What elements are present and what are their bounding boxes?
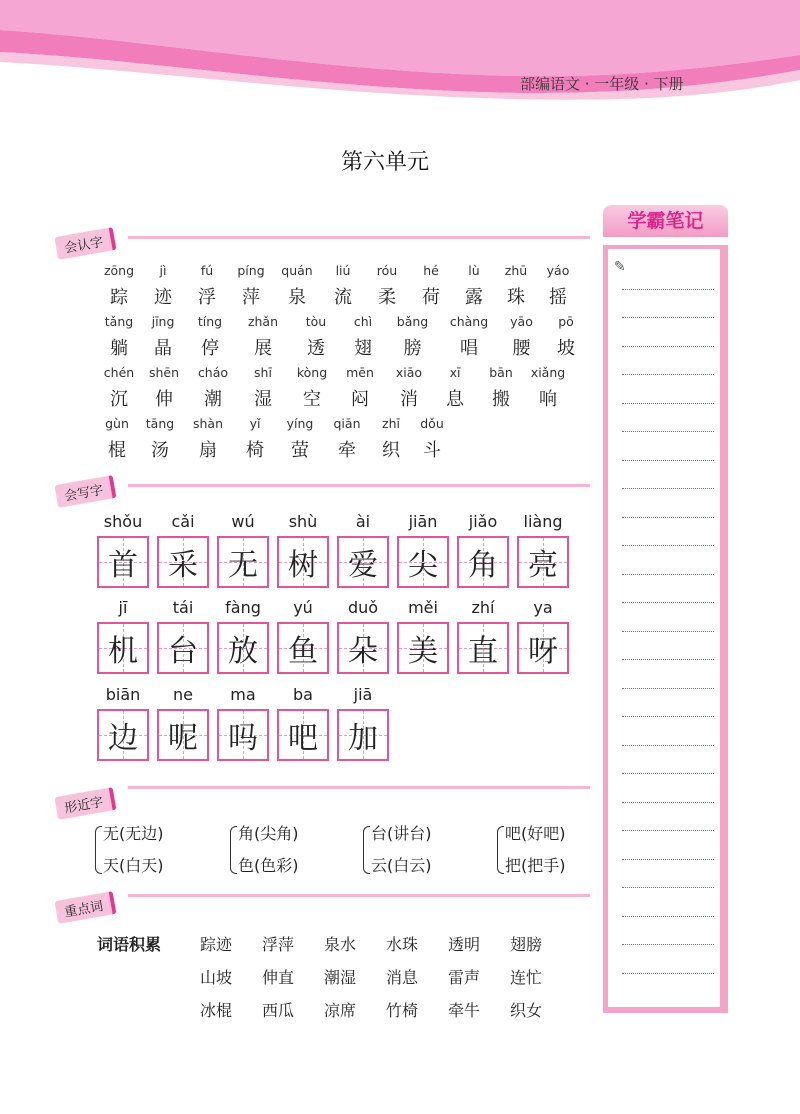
note-line — [622, 518, 714, 547]
character: 无 — [228, 548, 258, 583]
similar-word: 角(尖角) — [238, 824, 299, 843]
pinyin: xiǎng — [530, 365, 566, 380]
character: 爱 — [348, 548, 378, 583]
recognize-row — [97, 263, 579, 309]
tianzige-box — [217, 709, 269, 761]
pinyin: jiā — [353, 685, 373, 704]
note-line — [622, 375, 714, 404]
character: 躺 — [110, 338, 128, 359]
write-item — [157, 598, 209, 674]
pinyin: zhī — [382, 416, 400, 431]
character: 角 — [468, 548, 498, 583]
character: 椅 — [246, 440, 264, 461]
recognize-item — [365, 263, 409, 309]
pinyin: chàng — [449, 314, 489, 329]
similar-word: 色(色彩) — [238, 856, 299, 875]
word-row — [200, 961, 600, 994]
word: 水珠 — [386, 935, 419, 954]
word: 浮萍 — [262, 935, 295, 954]
pinyin: dǒu — [420, 416, 444, 431]
character: 牵 — [338, 440, 356, 461]
page-title: 第六单元 — [340, 150, 429, 175]
character: 采 — [168, 548, 198, 583]
pinyin: ma — [230, 685, 256, 704]
note-line — [622, 917, 714, 946]
write-item — [97, 685, 149, 761]
recognize-item — [141, 263, 185, 309]
tianzige-box — [397, 536, 449, 588]
character: 台 — [168, 634, 198, 669]
recognize-item — [337, 365, 383, 411]
recognize-item — [453, 263, 495, 309]
recognize-item — [141, 365, 187, 411]
character: 流 — [334, 287, 352, 308]
pinyin: zhū — [504, 263, 528, 278]
recognize-item — [291, 314, 341, 360]
pinyin: jì — [159, 263, 167, 278]
pinyin: róu — [376, 263, 398, 278]
character: 扇 — [199, 440, 217, 461]
recognize-item — [287, 365, 337, 411]
tianzige-box — [157, 536, 209, 588]
recognize-item — [475, 365, 527, 411]
write-item — [457, 598, 509, 674]
divider — [128, 484, 590, 487]
recognize-row — [97, 314, 587, 360]
write-item — [157, 512, 209, 588]
recognize-item — [235, 314, 291, 360]
character: 踪 — [110, 287, 128, 308]
pinyin: tíng — [197, 314, 223, 329]
recognize-item — [97, 314, 141, 360]
recognize-item — [435, 365, 475, 411]
similar-word: 台(讲台) — [371, 824, 432, 843]
character: 湿 — [254, 389, 272, 410]
pinyin: jī — [118, 598, 128, 617]
pinyin: ài — [355, 512, 371, 531]
similar-word: 天(白天) — [103, 856, 164, 875]
pinyin: gùn — [105, 416, 129, 431]
notes-sidebar — [603, 205, 728, 1013]
tianzige-box — [277, 536, 329, 588]
note-line — [622, 746, 714, 775]
pinyin: ne — [173, 685, 193, 704]
pinyin: xiāo — [395, 365, 423, 380]
book-label: 部编语文 · 一年级 · 下册 — [520, 75, 684, 93]
write-item — [97, 512, 149, 588]
section-tag-recognize: 会认字 — [54, 227, 116, 260]
recognize-item — [185, 263, 229, 309]
recognize-item — [545, 314, 587, 360]
character: 透 — [307, 338, 325, 359]
similar-group — [497, 818, 566, 882]
tianzige-box — [157, 622, 209, 674]
pinyin: měi — [408, 598, 438, 617]
write-item — [337, 598, 389, 674]
pinyin: zhǎn — [247, 314, 279, 329]
character: 坡 — [557, 338, 575, 359]
recognize-item — [97, 416, 137, 462]
tianzige-box — [277, 622, 329, 674]
pinyin: tāng — [145, 416, 175, 431]
note-line — [622, 489, 714, 518]
recognize-item — [187, 365, 239, 411]
recognize-item — [440, 314, 498, 360]
recognize-item — [411, 416, 453, 462]
character: 美 — [408, 634, 438, 669]
character: 直 — [468, 634, 498, 669]
character: 尖 — [408, 548, 438, 583]
tianzige-box — [217, 622, 269, 674]
tianzige-box — [337, 622, 389, 674]
pinyin: tòu — [305, 314, 327, 329]
recognize-item — [97, 263, 141, 309]
write-item — [217, 685, 269, 761]
character: 荷 — [422, 287, 440, 308]
pinyin: chén — [103, 365, 135, 380]
tianzige-box — [157, 709, 209, 761]
word: 凉席 — [324, 1001, 357, 1020]
word: 西瓜 — [262, 1001, 295, 1020]
write-item — [517, 512, 569, 588]
word: 雷声 — [448, 968, 481, 987]
character: 朵 — [348, 634, 378, 669]
character: 树 — [288, 548, 318, 583]
pinyin: ba — [293, 685, 313, 704]
pinyin: fú — [200, 263, 214, 278]
recognize-item — [277, 416, 323, 462]
note-line — [622, 432, 714, 461]
character: 萤 — [291, 440, 309, 461]
pinyin: biān — [105, 685, 141, 704]
write-item — [217, 512, 269, 588]
character: 边 — [108, 721, 138, 756]
pinyin: xī — [449, 365, 461, 380]
notes-title: 学霸笔记 — [603, 205, 728, 237]
character: 展 — [254, 338, 272, 359]
character: 腰 — [512, 338, 531, 359]
character: 伸 — [155, 389, 173, 410]
recognize-item — [341, 314, 385, 360]
recognize-item — [383, 365, 435, 411]
pinyin: yáo — [546, 263, 570, 278]
note-line — [622, 860, 714, 889]
pinyin: wú — [231, 512, 255, 531]
word: 翅膀 — [510, 935, 543, 954]
recognize-item — [97, 365, 141, 411]
tianzige-box — [457, 536, 509, 588]
pinyin: shēn — [148, 365, 180, 380]
pinyin: cǎi — [171, 512, 195, 531]
tianzige-box — [397, 622, 449, 674]
recognize-item — [409, 263, 453, 309]
character: 泉 — [288, 287, 306, 308]
word: 透明 — [448, 935, 481, 954]
pinyin: fàng — [225, 598, 261, 617]
pinyin: jiān — [408, 512, 438, 531]
recognize-item — [371, 416, 411, 462]
write-item — [397, 598, 449, 674]
character: 息 — [446, 389, 464, 410]
note-line — [622, 888, 714, 917]
recognize-item — [323, 416, 371, 462]
pinyin: jīng — [151, 314, 175, 329]
word: 冰棍 — [200, 1001, 233, 1020]
word-row — [200, 928, 600, 961]
word: 竹椅 — [386, 1001, 419, 1020]
recognize-item — [273, 263, 321, 309]
character: 呀 — [528, 634, 558, 669]
character: 摇 — [549, 287, 567, 308]
similar-group — [363, 818, 432, 882]
recognize-item — [498, 314, 545, 360]
pinyin: shàn — [192, 416, 224, 431]
character: 珠 — [507, 287, 525, 308]
pinyin: shǒu — [103, 512, 143, 531]
character: 织 — [382, 440, 400, 461]
note-line — [622, 945, 714, 974]
word: 伸直 — [262, 968, 295, 987]
word: 连忙 — [510, 968, 543, 987]
recognize-item — [527, 365, 569, 411]
character: 吧 — [288, 721, 318, 756]
pinyin: jiǎo — [468, 512, 498, 531]
character: 迹 — [154, 287, 172, 308]
recognize-row — [97, 416, 453, 462]
section-tag-keywords: 重点词 — [54, 891, 116, 924]
character: 加 — [348, 721, 378, 756]
character: 萍 — [242, 287, 260, 308]
word: 踪迹 — [200, 935, 233, 954]
character: 浮 — [198, 287, 216, 308]
tianzige-box — [217, 536, 269, 588]
pinyin: píng — [237, 263, 265, 278]
character: 棍 — [108, 440, 126, 461]
character: 首 — [108, 548, 138, 583]
character: 放 — [228, 634, 258, 669]
character: 柔 — [378, 287, 396, 308]
tianzige-box — [517, 622, 569, 674]
write-row — [97, 685, 389, 761]
tianzige-box — [337, 709, 389, 761]
recognize-item — [321, 263, 365, 309]
character: 斗 — [423, 440, 441, 461]
recognize-item — [537, 263, 579, 309]
pinyin: yāo — [510, 314, 533, 329]
note-line — [622, 347, 714, 376]
word: 织女 — [510, 1001, 543, 1020]
write-item — [337, 512, 389, 588]
pinyin: pō — [558, 314, 574, 329]
similar-word: 云(白云) — [371, 856, 432, 875]
tianzige-box — [97, 622, 149, 674]
note-line — [622, 660, 714, 689]
pencil-icon: ✎ — [614, 259, 626, 275]
note-line — [622, 603, 714, 632]
character: 停 — [201, 338, 219, 359]
pinyin: kòng — [296, 365, 328, 380]
note-line — [622, 774, 714, 803]
write-item — [157, 685, 209, 761]
note-line — [622, 689, 714, 718]
character: 翅 — [354, 338, 372, 359]
recognize-item — [185, 314, 235, 360]
pinyin: qiān — [333, 416, 361, 431]
tianzige-box — [277, 709, 329, 761]
pinyin: yǐ — [249, 416, 261, 431]
character: 露 — [465, 287, 483, 308]
tianzige-box — [97, 536, 149, 588]
similar-group — [95, 818, 164, 882]
similar-word: 吧(好吧) — [505, 824, 566, 843]
pinyin: ya — [533, 598, 553, 617]
recognize-item — [385, 314, 440, 360]
word: 消息 — [386, 968, 419, 987]
tianzige-box — [457, 622, 509, 674]
recognize-item — [137, 416, 183, 462]
pinyin: mēn — [346, 365, 374, 380]
note-line — [622, 546, 714, 575]
recognize-item — [229, 263, 273, 309]
character: 潮 — [204, 389, 222, 410]
recognize-item — [239, 365, 287, 411]
note-line — [622, 632, 714, 661]
pinyin: liú — [335, 263, 351, 278]
pinyin: quán — [281, 263, 313, 278]
character: 唱 — [460, 338, 478, 359]
note-line — [622, 803, 714, 832]
word-list-label: 词语积累 — [97, 935, 162, 954]
character: 鱼 — [288, 634, 318, 669]
pinyin: shī — [254, 365, 272, 380]
word: 泉水 — [324, 935, 357, 954]
word: 潮湿 — [324, 968, 357, 987]
character: 汤 — [151, 440, 169, 461]
similar-word: 无(无边) — [103, 824, 164, 843]
write-item — [397, 512, 449, 588]
pinyin: bān — [489, 365, 513, 380]
recognize-item — [495, 263, 537, 309]
pinyin: zhí — [471, 598, 495, 617]
pinyin: cháo — [197, 365, 229, 380]
recognize-item — [233, 416, 277, 462]
note-line — [622, 461, 714, 490]
pinyin: yú — [293, 598, 313, 617]
write-item — [277, 512, 329, 588]
character: 闷 — [351, 389, 369, 410]
write-item — [337, 685, 389, 761]
recognize-item — [183, 416, 233, 462]
write-item — [457, 512, 509, 588]
note-line — [622, 404, 714, 433]
pinyin: liàng — [523, 512, 563, 531]
pinyin: shù — [288, 512, 318, 531]
character: 消 — [400, 389, 418, 410]
note-line — [622, 831, 714, 860]
tianzige-box — [337, 536, 389, 588]
character: 沉 — [110, 389, 128, 410]
character: 吗 — [228, 721, 258, 756]
write-row — [97, 512, 569, 588]
pinyin: zōng — [103, 263, 135, 278]
write-row — [97, 598, 569, 674]
pinyin: yíng — [286, 416, 314, 431]
character: 机 — [108, 634, 138, 669]
note-line — [622, 318, 714, 347]
section-tag-write: 会写字 — [54, 475, 116, 508]
note-line — [622, 290, 714, 319]
similar-group — [230, 818, 299, 882]
word: 山坡 — [200, 968, 233, 987]
pinyin: hé — [423, 263, 439, 278]
recognize-item — [141, 314, 185, 360]
character: 响 — [539, 389, 557, 410]
section-tag-similar: 形近字 — [54, 787, 116, 820]
word: 牵牛 — [448, 1001, 481, 1020]
pinyin: bǎng — [396, 314, 429, 329]
write-item — [277, 685, 329, 761]
character: 搬 — [492, 389, 510, 410]
divider — [128, 236, 590, 239]
write-item — [517, 598, 569, 674]
character: 呢 — [168, 721, 198, 756]
character: 亮 — [528, 548, 558, 583]
note-line — [622, 717, 714, 746]
write-item — [277, 598, 329, 674]
write-item — [217, 598, 269, 674]
pinyin: duǒ — [347, 598, 379, 617]
character: 空 — [303, 389, 321, 410]
note-line — [622, 261, 714, 290]
divider — [128, 786, 590, 789]
note-line — [622, 575, 714, 604]
word-row — [200, 994, 600, 1027]
pinyin: lù — [468, 263, 480, 278]
tianzige-box — [97, 709, 149, 761]
divider — [128, 894, 590, 897]
character: 晶 — [154, 338, 172, 359]
tianzige-box — [517, 536, 569, 588]
similar-word: 把(把手) — [505, 856, 566, 875]
recognize-row — [97, 365, 569, 411]
character: 膀 — [403, 338, 422, 359]
write-item — [97, 598, 149, 674]
pinyin: tǎng — [104, 314, 134, 329]
pinyin: tái — [172, 598, 194, 617]
pinyin: chì — [353, 314, 373, 329]
